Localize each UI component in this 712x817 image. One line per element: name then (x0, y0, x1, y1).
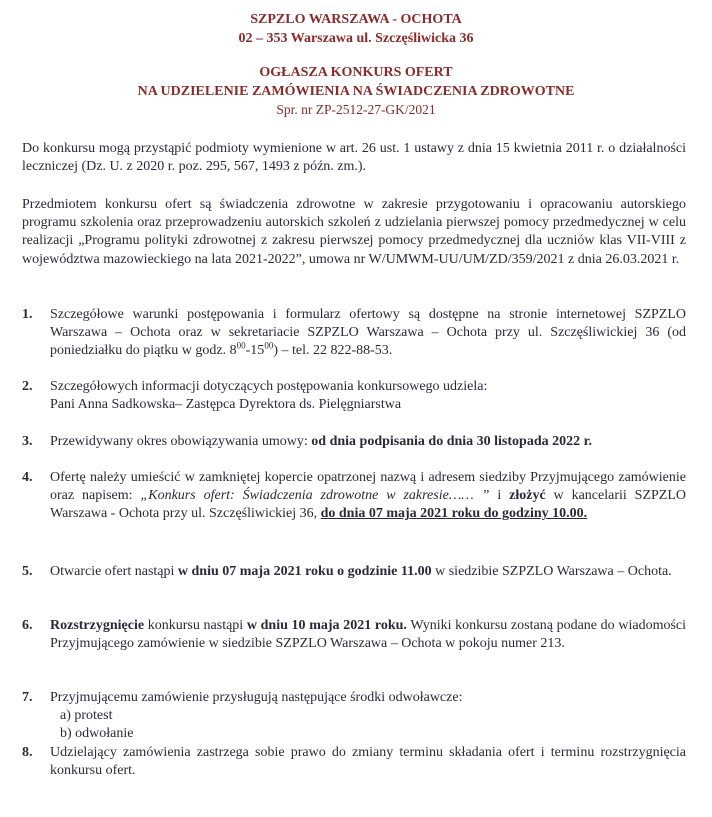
list-item-text: Ofertę należy umieścić w zamkniętej kopercie opatrzonej nazwą i adresem siedziby Przyjmującego zamówienie oraz napisem: „Konkurs ofert: Świadczenia zdrowotne w zakresie…… ” i złożyć w kancelarii SZPZLO Warszawa - Ochota przy ul. Szczęśliwickiej 36, do dnia 07 maja 2021 roku do godziny 10.00. (50, 470, 687, 522)
list-item-number: 3. (22, 434, 33, 449)
list-item-text: Przyjmującemu zamówienie przysługują następujące środki odwoławcze: a) protest b) odwołanie (50, 689, 686, 744)
list-item-text: Rozstrzygnięcie konkursu nastąpi w dniu 10 maja 2021 roku. Wyniki konkursu zostaną podane do wiadomości Przyjmującego zamówienie w siedzibie SZPZLO Warszawa – Ochota w pokoju numer 213. (50, 618, 687, 652)
announcement-title-line2: NA UDZIELENIE ZAMÓWIENIA NA ŚWIADCZENIA ZDROWOTNE (137, 84, 575, 99)
organization-address: 02 – 353 Warszawa ul. Szczęśliwicka 36 (238, 31, 474, 46)
list-item-text: Szczegółowe warunki postępowania i formularz ofertowy są dostępne na stronie internetowej SZPZLO Warszawa – Ochota oraz w sekretariacie SZPZLO Warszawa – Ochota przy ul. Szczęśliwickiej 36 (od poniedziałku do piątku w godz. $8^{00}-15^{00}$) – tel. 22 822-88-53. (50, 307, 686, 359)
organization-name: SZPZLO WARSZAWA - OCHOTA (250, 12, 462, 27)
list-item-number: 4. (22, 470, 33, 485)
list-item-number: 2. (22, 379, 33, 394)
intro-paragraph-eligibility: Do konkursu mogą przystąpić podmioty wymienione w art. 26 ust. 1 ustawy z dnia 15 kwietnia 2011 r. o działalności leczniczej (Dz. U. z 2020 r. poz. 295, 567, 1493 z późn. zm.). (22, 141, 686, 175)
list-item-text: Udzielający zamówienia zastrzega sobie prawo do zmiany terminu składania ofert i terminu rozstrzygnięcia konkursu ofert. (50, 745, 686, 779)
list-item-number: 7. (22, 690, 33, 705)
list-item-text: Szczegółowych informacji dotyczących postępowania konkursowego udziela: Pani Anna Sadkowska– Zastępca Dyrektora ds. Pielęgniarstwa (50, 379, 488, 413)
list-item-number: 1. (22, 307, 33, 322)
case-reference: Spr. nr ZP-2512-27-GK/2021 (276, 102, 436, 117)
sub-item-protest: a) protest (60, 708, 113, 724)
list-item-number: 6. (22, 618, 33, 633)
intro-paragraph-subject: Przedmiotem konkursu ofert są świadczenia zdrowotne w zakresie przygotowaniu i opracowaniu autorskiego programu szkolenia oraz przeprowadzeniu autorskich szkoleń z udzielania pierwszej pomocy przedmedycznej w celu realizacji „Programu polityki zdrowotnej z zakresu pierwszej pomocy przedmedycznej dla uczniów klas VII-VIII z województwa mazowieckiego na lata 2021-2022”, umowa nr W/UMWM-UU/UM/ZD/359/2021 z dnia 26.03.2021 r. (22, 197, 686, 267)
list-item-number: 8. (22, 745, 33, 760)
announcement-title-line1: OGŁASZA KONKURS OFERT (259, 65, 453, 80)
list-item-text: Przewidywany okres obowiązywania umowy: od dnia podpisania do dnia 30 listopada 2022 r. (50, 434, 593, 449)
list-item-number: 5. (22, 564, 33, 579)
list-item-text: Otwarcie ofert nastąpi w dniu 07 maja 2021 roku o godzinie 11.00 w siedzibie SZPZLO Warszawa – Ochota. (50, 564, 672, 579)
sub-item-appeal: b) odwołanie (60, 726, 134, 742)
